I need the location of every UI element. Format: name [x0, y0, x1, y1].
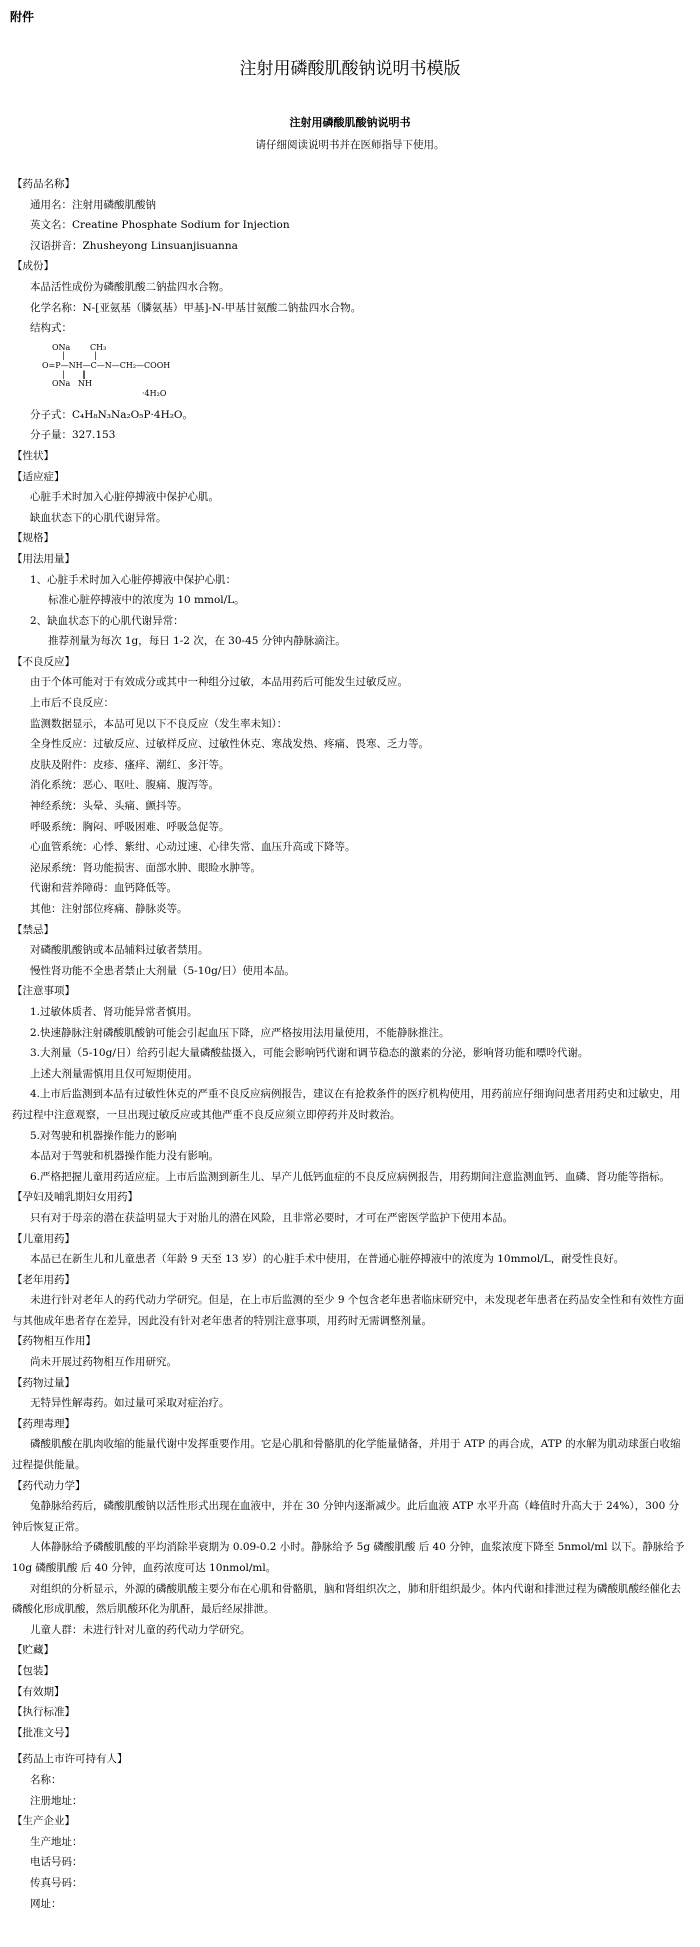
section-heading-interactions: 【药物相互作用】 [12, 1335, 96, 1348]
section-heading-overdose: 【药物过量】 [12, 1376, 75, 1389]
precaution-text: 1.过敏体质者、肾功能异常者慎用。 [30, 1005, 198, 1018]
adverse-text: 其他：注射部位疼痛、静脉炎等。 [30, 903, 188, 915]
structure-water: ·4H₂O [142, 388, 167, 398]
adverse-text: 由于个体可能对于有效成分或其中一种组分过敏，本品用药后可能发生过敏反应。 [30, 676, 408, 689]
dosage-item: 1、心脏手术时加入心脏停搏液中保护心肌： [30, 573, 237, 586]
section-heading-character: 【性状】 [12, 449, 54, 462]
pharmacokinetics-text: 对组织的分析显示，外源的磷酸肌酸主要分布在心肌和骨骼肌，脑和肾组织次之，肺和肝组织最少。体内代谢和排泄过程为磷酸肌酸经催化去磷酸化形成肌酸，然后肌酸环化为肌酐，最后经尿排泄。 [12, 1582, 681, 1616]
adverse-text: 心血管系统：心悸、紫绀、心动过速、心律失常、血压升高或下降等。 [30, 841, 356, 854]
usage-notice: 请仔细阅读说明书并在医师指导下使用。 [255, 139, 445, 151]
section-heading-precautions: 【注意事项】 [12, 985, 75, 998]
page-title: 注射用磷酸肌酸钠说明书模版 [239, 59, 461, 79]
holder-address: 注册地址： [30, 1794, 83, 1807]
interactions-text: 尚未开展过药物相互作用研究。 [30, 1356, 177, 1369]
manufacturer-website: 网址： [30, 1897, 62, 1910]
chemical-name: 化学名称：N-[亚氨基（膦氨基）甲基]-N-甲基甘氨酸二钠盐四水合物。 [30, 301, 362, 314]
indication-item: 心脏手术时加入心脏停搏液中保护心肌。 [30, 491, 219, 504]
section-heading-standard: 【执行标准】 [12, 1706, 75, 1719]
section-heading-storage: 【贮藏】 [12, 1644, 54, 1657]
precaution-text: 3.大剂量（5-10g/日）给药引起大量磷酸盐摄入，可能会影响钙代谢和调节稳态的激素的分泌，影响肾功能和嘌呤代谢。 [30, 1047, 589, 1060]
contraindication-text: 对磷酸肌酸钠或本品辅料过敏者禁用。 [30, 944, 209, 957]
pharmacokinetics-text: 儿童人群：未进行针对儿童的药代动力学研究。 [30, 1623, 251, 1636]
adverse-text: 泌尿系统：肾功能损害、面部水肿、眼睑水肿等。 [30, 861, 261, 874]
dosage-detail: 推荐剂量为每次 1g，每日 1-2 次，在 30-45 分钟内静脉滴注。 [48, 635, 346, 648]
manufacturer-fax: 传真号码： [30, 1876, 83, 1889]
section-heading-validity: 【有效期】 [12, 1685, 65, 1698]
structural-formula [42, 339, 688, 405]
english-name: 英文名：Creatine Phosphate Sodium for Injection [30, 219, 290, 232]
overdose-text: 无特异性解毒药。如过量可采取对症治疗。 [30, 1397, 230, 1410]
section-heading-manufacturer: 【生产企业】 [12, 1815, 75, 1828]
holder-name: 名称： [30, 1773, 62, 1786]
structure-main-chain: O=P—NH—C—N—CH₂—COOH [42, 360, 171, 370]
dosage-item: 2、缺血状态下的心肌代谢异常： [30, 614, 184, 627]
structure-bond: | [62, 350, 65, 360]
section-heading-pharmacokinetics: 【药代动力学】 [12, 1479, 86, 1492]
manufacturer-address: 生产地址： [30, 1835, 83, 1848]
pinyin-name: 汉语拼音：Zhusheyong Linsuanjisuanna [30, 239, 238, 252]
section-heading-dosage: 【用法用量】 [12, 552, 75, 565]
adverse-text: 神经系统：头晕、头痛、颤抖等。 [30, 800, 188, 813]
section-heading-composition: 【成份】 [12, 260, 54, 273]
adverse-text: 呼吸系统：胸闷、呼吸困难、呼吸急促等。 [30, 820, 230, 833]
structure-ona-bottom: ONa [52, 378, 71, 388]
pharmacology-text: 磷酸肌酸在肌肉收缩的能量代谢中发挥重要作用。它是心肌和骨骼肌的化学能量储备，并用于 ATP 的再合成，ATP 的水解为肌动球蛋白收缩过程提供能量。 [12, 1438, 681, 1472]
section-heading-name: 【药品名称】 [12, 178, 75, 190]
section-heading-children: 【儿童用药】 [12, 1232, 75, 1245]
dosage-detail: 标准心脏停搏液中的浓度为 10 mmol/L。 [48, 594, 245, 607]
pharmacokinetics-text: 兔静脉给药后，磷酸肌酸钠以活性形式出现在血液中，并在 30 分钟内逐渐减少。此后血液 ATP 水平升高（峰值时升高大于 24%），300 分钟后恢复正常。 [12, 1500, 680, 1533]
manufacturer-phone: 电话号码： [30, 1856, 83, 1869]
precaution-text: 6.严格把握儿童用药适应症。上市后监测到新生儿、早产儿低钙血症的不良反应病例报告，用药期间注意监测血钙、血磷、肾功能等指标。 [30, 1170, 671, 1183]
precaution-text: 上述大剂量需慎用且仅可短期使用。 [30, 1067, 198, 1080]
molecular-weight: 分子量：327.153 [30, 429, 116, 442]
indication-item: 缺血状态下的心肌代谢异常。 [30, 511, 167, 524]
precaution-text: 2.快速静脉注射磷酸肌酸钠可能会引起血压下降，应严格按用法用量使用，不能静脉推注。 [30, 1026, 450, 1039]
leaflet-title: 注射用磷酸肌酸钠说明书 [289, 116, 411, 129]
section-heading-elderly: 【老年用药】 [12, 1273, 75, 1286]
precaution-text: 4.上市后监测到本品有过敏性休克的严重不良反应病例报告，建议在有抢救条件的医疗机构使用，用药前应仔细询问患者用药史和过敏史，用药过程中注意观察，一旦出现过敏反应或其他严重不良反应须立即停药并及时救治。 [12, 1088, 681, 1121]
section-heading-approval: 【批准文号】 [12, 1726, 75, 1739]
structure-ona-top: ONa [52, 342, 71, 352]
adverse-text: 监测数据显示，本品可见以下不良反应（发生率未知）： [30, 717, 288, 730]
structure-bond: ‖ [82, 369, 86, 379]
precaution-text: 5.对驾驶和机器操作能力的影响 [30, 1129, 177, 1142]
adverse-text: 全身性反应：过敏反应、过敏样反应、过敏性休克、寒战发热、疼痛、畏寒、乏力等。 [30, 738, 429, 751]
composition-text: 本品活性成份为磷酸肌酸二钠盐四水合物。 [30, 280, 230, 293]
section-heading-pharmacology: 【药理毒理】 [12, 1417, 75, 1430]
adverse-text: 皮肤及附件：皮疹、瘙痒、潮红、多汗等。 [30, 758, 230, 771]
structure-bond: | [94, 350, 97, 360]
adverse-text: 消化系统：恶心、呕吐、腹痛、腹泻等。 [30, 779, 219, 792]
section-heading-spec: 【规格】 [12, 532, 54, 545]
structure-bond: | [62, 369, 65, 379]
section-heading-package: 【包装】 [12, 1664, 54, 1677]
pharmacokinetics-text: 人体静脉给予磷酸肌酸的平均消除半衰期为 0.09-0.2 小时。静脉给予 5g 磷酸肌酸 后 40 分钟，血浆浓度下降至 5nmol/ml 以下。静脉给予 10g 磷酸肌酸 后 40 分钟，血药浓度可达 10nmol/ml。 [12, 1541, 685, 1574]
leaflet-body [12, 174, 688, 1914]
section-heading-pregnancy: 【孕妇及哺乳期妇女用药】 [12, 1191, 138, 1204]
children-text: 本品已在新生儿和儿童患者（年龄 9 天至 13 岁）的心脏手术中使用，在普通心脏停搏液中的浓度为 10mmol/L，耐受性良好。 [30, 1253, 625, 1266]
elderly-text: 未进行针对老年人的药代动力学研究。但是，在上市后监测的至少 9 个包含老年患者临床研究中，未发现老年患者在药品安全性和有效性方面与其他成年患者存在差异，因此没有针对老年患者的特别注意事项，用药时无需调整剂量。 [12, 1294, 684, 1327]
generic-name: 通用名：注射用磷酸肌酸钠 [30, 198, 156, 211]
molecular-formula: 分子式：C₄H₈N₃Na₂O₅P·4H₂O。 [30, 408, 194, 421]
pregnancy-text: 只有对于母亲的潜在获益明显大于对胎儿的潜在风险，且非常必要时，才可在严密医学监护下使用本品。 [30, 1211, 513, 1224]
section-heading-holder: 【药品上市许可持有人】 [12, 1753, 128, 1766]
adverse-text: 上市后不良反应： [30, 697, 114, 710]
section-heading-contraindications: 【禁忌】 [12, 923, 54, 936]
precaution-text: 本品对于驾驶和机器操作能力没有影响。 [30, 1150, 219, 1163]
section-heading-indications: 【适应症】 [12, 470, 65, 483]
attachment-label: 附件 [10, 10, 35, 24]
structure-label: 结构式： [30, 322, 72, 335]
section-heading-adverse: 【不良反应】 [12, 655, 75, 668]
structure-nh: NH [78, 378, 92, 388]
adverse-text: 代谢和营养障碍：血钙降低等。 [30, 882, 177, 895]
contraindication-text: 慢性肾功能不全患者禁止大剂量（5-10g/日）使用本品。 [30, 964, 295, 977]
structure-ch3: CH₃ [90, 342, 107, 352]
